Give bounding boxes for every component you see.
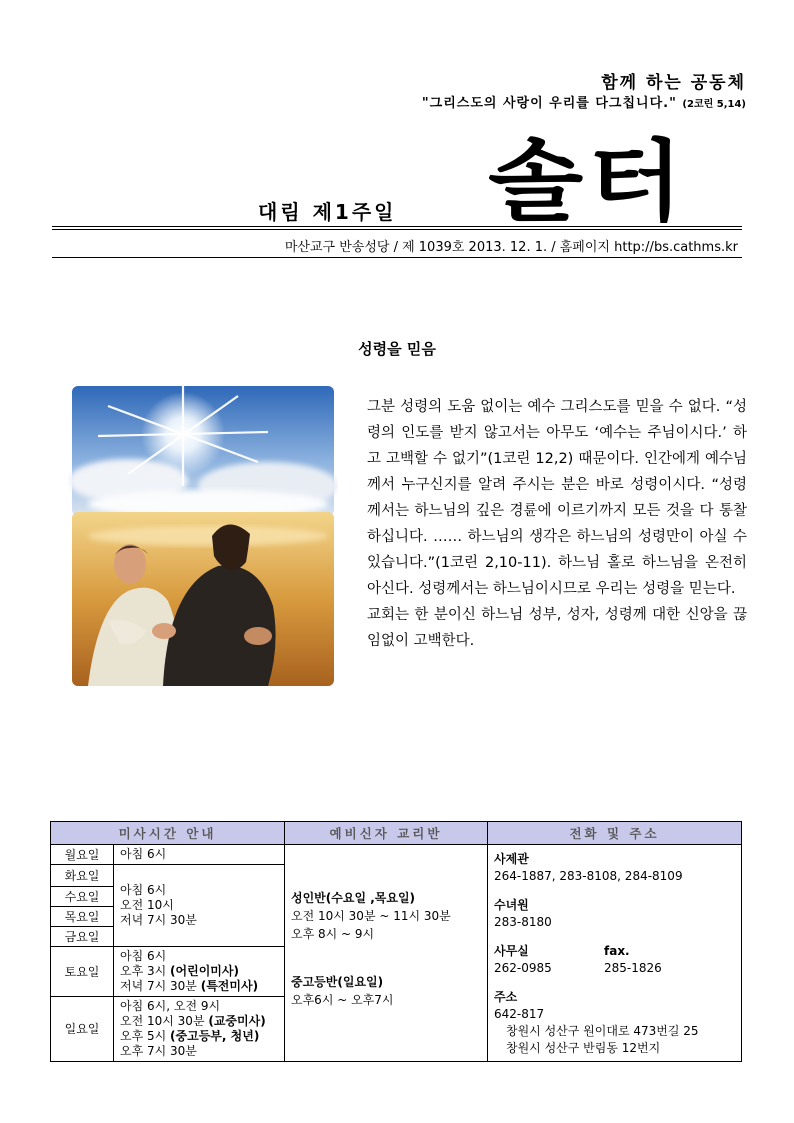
article-paragraph-2: 교회는 한 분이신 하느님 성부, 성자, 성령께 대한 신앙을 끊임없이 고백한다. [367, 607, 747, 649]
header-rule [52, 226, 742, 227]
sun-time-2 [120, 1014, 278, 1029]
sun-time-1: 아침 6시, 오전 9시 [120, 998, 221, 1013]
catechism-adult-time2: 오후 8시 ~ 9시 [291, 927, 375, 941]
sun-time-2-note: (교중미사) [208, 1013, 266, 1028]
spacer-cell [51, 1061, 285, 1062]
weekday-time-3: 저녁 7시 30분 [120, 912, 197, 927]
header-mass-times: 미사시간 안내 [51, 822, 285, 845]
sun-time-4: 오후 7시 30분 [120, 1043, 197, 1058]
motto-quote [422, 92, 746, 111]
header-contact: 전화 및 주소 [488, 822, 742, 845]
sun-time-2-text: 오전 10시 30분 [120, 1013, 209, 1028]
article-body [367, 394, 747, 654]
time-sunday [114, 996, 285, 1061]
catechism-cell [285, 845, 488, 1062]
weekday-time-1: 아침 6시 [120, 882, 167, 897]
sat-time-2-text: 오후 3시 [120, 963, 171, 978]
sat-time-3-text: 저녁 7시 30분 [120, 978, 201, 993]
fax-label: fax. [604, 944, 630, 958]
catechism-youth-time: 오후6시 ~ 오후7시 [291, 993, 394, 1007]
article-title: 성령을 믿음 [358, 340, 436, 358]
day-friday: 금요일 [51, 926, 114, 946]
day-wednesday: 수요일 [51, 886, 114, 906]
rectory-phone: 264-1887, 283-8108, 284-8109 [494, 869, 683, 883]
publication-info: 마산교구 반송성당 / 제 1039호 2013. 12. 1. / 홈페이지 http://bs.cathms.kr [284, 240, 738, 255]
sun-time-3-text: 오후 5시 [120, 1028, 171, 1043]
article-illustration [68, 386, 338, 690]
sat-time-2-note: (어린이미사) [170, 963, 239, 978]
info-table [50, 821, 742, 1062]
zip-code: 642-817 [494, 1007, 545, 1021]
bulletin-logo: 솔터 [488, 130, 688, 233]
header-catechism: 예비신자 교리반 [285, 822, 488, 845]
row-monday [51, 845, 742, 865]
day-saturday: 토요일 [51, 946, 114, 996]
fax-phone: 285-1826 [604, 961, 662, 975]
sun-time-3-note: (중고등부, 청년) [170, 1028, 260, 1043]
catechism-adult-label: 성인반(수요일 ,목요일) [291, 891, 416, 905]
time-weekdays [114, 865, 285, 947]
day-sunday: 일요일 [51, 996, 114, 1061]
office-phone: 262-0985 [494, 961, 552, 975]
time-monday: 아침 6시 [114, 845, 285, 865]
office-row [494, 943, 735, 960]
motto-quote-text: "그리스도의 사랑이 우리를 다그칩니다." [421, 96, 677, 111]
rectory-label: 사제관 [494, 852, 529, 866]
office-phones [494, 960, 735, 977]
liturgical-week: 대림 제1주일 [258, 200, 397, 224]
motto-reference: (2코린 5,14) [682, 99, 746, 110]
info-table-header [51, 822, 742, 845]
convent-phone: 283-8180 [494, 915, 552, 929]
sat-time-2 [120, 964, 278, 979]
catechism-youth-label: 중고등반(일요일) [291, 975, 384, 989]
sun-time-3 [120, 1029, 278, 1044]
sat-time-3 [120, 979, 278, 994]
office-label: 사무실 [494, 944, 529, 958]
day-thursday: 목요일 [51, 906, 114, 926]
weekday-time-2: 오전 10시 [120, 897, 174, 912]
convent-label: 수녀원 [494, 898, 529, 912]
sat-time-3-note: (특전미사) [200, 978, 259, 993]
article-paragraph-1: 그분 성령의 도움 없이는 예수 그리스도를 믿을 수 없다. “성령의 인도를 받지 않고서는 아무도 ‘예수는 주님이시다.’ 하고 고백할 수 없기”(1코린 12,2) 때문이다. 인간에게 예수님께서 누구신지를 알려 주시는 분은 바로 성령이시다. “성령께서는 하느님의 깊은 경륜에 이르기까지 모든 것을 다 통찰하십니다. …… 하느님의 생각은 하느님의 성령만이 아실 수 있습니다.”(1코린 2,10-11). 하느님 홀로 하느님을 온전히 아신다. 성령께서는 하느님이시므로 우리는 성령을 믿는다. [367, 399, 747, 597]
catechism-adult-time1: 오전 10시 30분 ~ 11시 30분 [291, 909, 451, 923]
motto-title: 함께 하는 공동체 [601, 73, 746, 93]
header-rule-inner [52, 229, 742, 230]
day-tuesday: 화요일 [51, 865, 114, 887]
address-label: 주소 [494, 990, 518, 1004]
sat-time-1: 아침 6시 [120, 948, 167, 963]
address-line-1: 창원시 성산구 원이대로 473번길 25 [506, 1024, 699, 1038]
header-rule-bottom [52, 257, 742, 258]
contact-cell [488, 845, 742, 1062]
time-saturday [114, 946, 285, 996]
address-line-2: 창원시 성산구 반림동 12번지 [506, 1041, 661, 1055]
day-monday: 월요일 [51, 845, 114, 865]
